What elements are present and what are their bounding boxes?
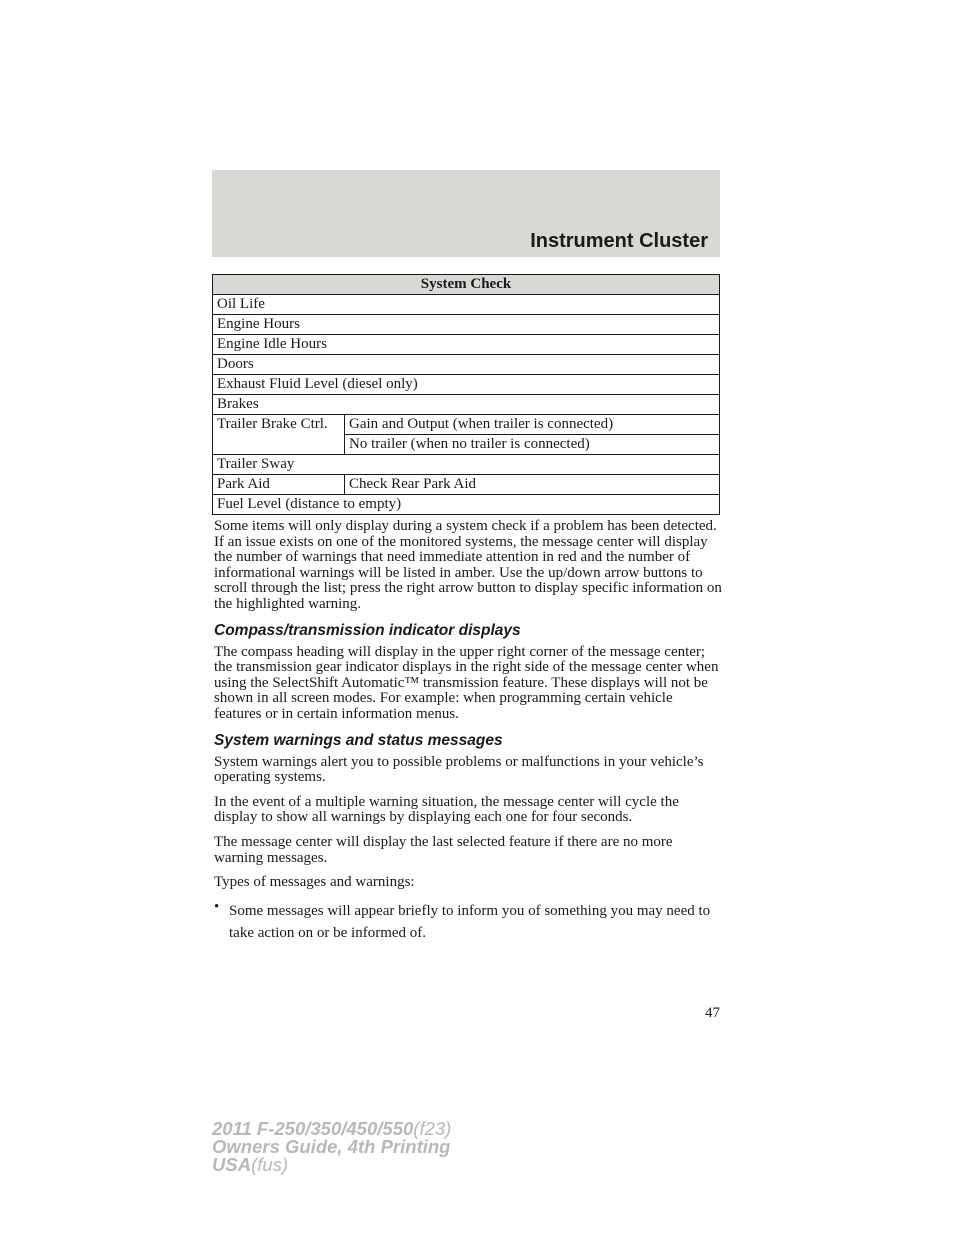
system-check-table: [212, 274, 720, 515]
row-oil-life: Oil Life: [213, 295, 720, 315]
row-park-aid-detail: Check Rear Park Aid: [345, 475, 720, 495]
table-row: [213, 395, 720, 415]
heading-compass-transmission: Compass/transmission indicator displays: [214, 621, 521, 639]
table-row: [213, 455, 720, 475]
row-doors: Doors: [213, 355, 720, 375]
bullet-text: Some messages will appear briefly to inform you of something you may need to take action on or be informed of.: [229, 902, 711, 941]
row-engine-idle-hours: Engine Idle Hours: [213, 335, 720, 355]
paragraph-warnings-intro: System warnings alert you to possible problems or malfunctions in your vehicle’s operating systems.: [214, 753, 704, 786]
table-row: [213, 315, 720, 335]
page-number: 47: [705, 1005, 720, 1021]
row-trailer-brake: Trailer Brake Ctrl.: [213, 415, 345, 455]
paragraph-types-intro: Types of messages and warnings:: [214, 874, 415, 891]
footer-market-code: (fus): [251, 1154, 289, 1175]
table-title: System Check: [213, 275, 720, 295]
table-row: [213, 415, 720, 435]
footer-line-2: Owners Guide, 4th Printing: [212, 1136, 451, 1157]
row-trailer-brake-no-trailer: No trailer (when no trailer is connected): [345, 435, 720, 455]
table-row: [213, 355, 720, 375]
paragraph-last-feature: The message center will display the last selected feature if there are no more warning messages.: [214, 833, 673, 866]
row-trailer-sway: Trailer Sway: [213, 455, 720, 475]
footer-market: USA: [212, 1154, 252, 1175]
paragraph-compass-info: The compass heading will display in the upper right corner of the message center; the transmission gear indicator displays in the right side of the message center when using the SelectShift Automatic™ transmission feature. These displays will not be shown in all screen modes. For example: when programming certain vehicle features or in certain information menus.: [214, 643, 719, 722]
row-exhaust-fluid: Exhaust Fluid Level (diesel only): [213, 375, 720, 395]
table-header-row: [213, 275, 720, 295]
bullet-marker: •: [214, 898, 220, 915]
table-row: [213, 375, 720, 395]
heading-system-warnings: System warnings and status messages: [214, 731, 503, 749]
body-content: [214, 519, 722, 944]
document-footer: [212, 1120, 632, 1174]
table-row: [213, 295, 720, 315]
row-fuel-level: Fuel Level (distance to empty): [213, 495, 720, 515]
section-title: Instrument Cluster: [530, 230, 708, 252]
section-header-band: [212, 170, 720, 257]
table-row: [213, 495, 720, 515]
footer-model-code: (f23): [413, 1118, 452, 1139]
paragraph-system-check-info: Some items will only display during a system check if a problem has been detected. If an issue exists on one of the monitored systems, the message center will display the number of warnings that need immediate attention in red and the number of informational warnings will be listed in amber. Use the up/down arrow buttons to scroll through the list; press the right arrow button to display specific information on the highlighted warning.: [214, 518, 722, 612]
row-brakes: Brakes: [213, 395, 720, 415]
row-park-aid: Park Aid: [213, 475, 345, 495]
row-engine-hours: Engine Hours: [213, 315, 720, 335]
list-item: [214, 900, 722, 944]
row-trailer-brake-connected: Gain and Output (when trailer is connected): [345, 415, 720, 435]
table-row: [213, 475, 720, 495]
footer-line-3: [212, 1156, 632, 1174]
paragraph-multiple-warnings: In the event of a multiple warning situation, the message center will cycle the display to show all warnings by displaying each one for four seconds.: [214, 793, 679, 826]
footer-model: 2011 F-250/350/450/550: [212, 1118, 414, 1139]
table-row: [213, 335, 720, 355]
